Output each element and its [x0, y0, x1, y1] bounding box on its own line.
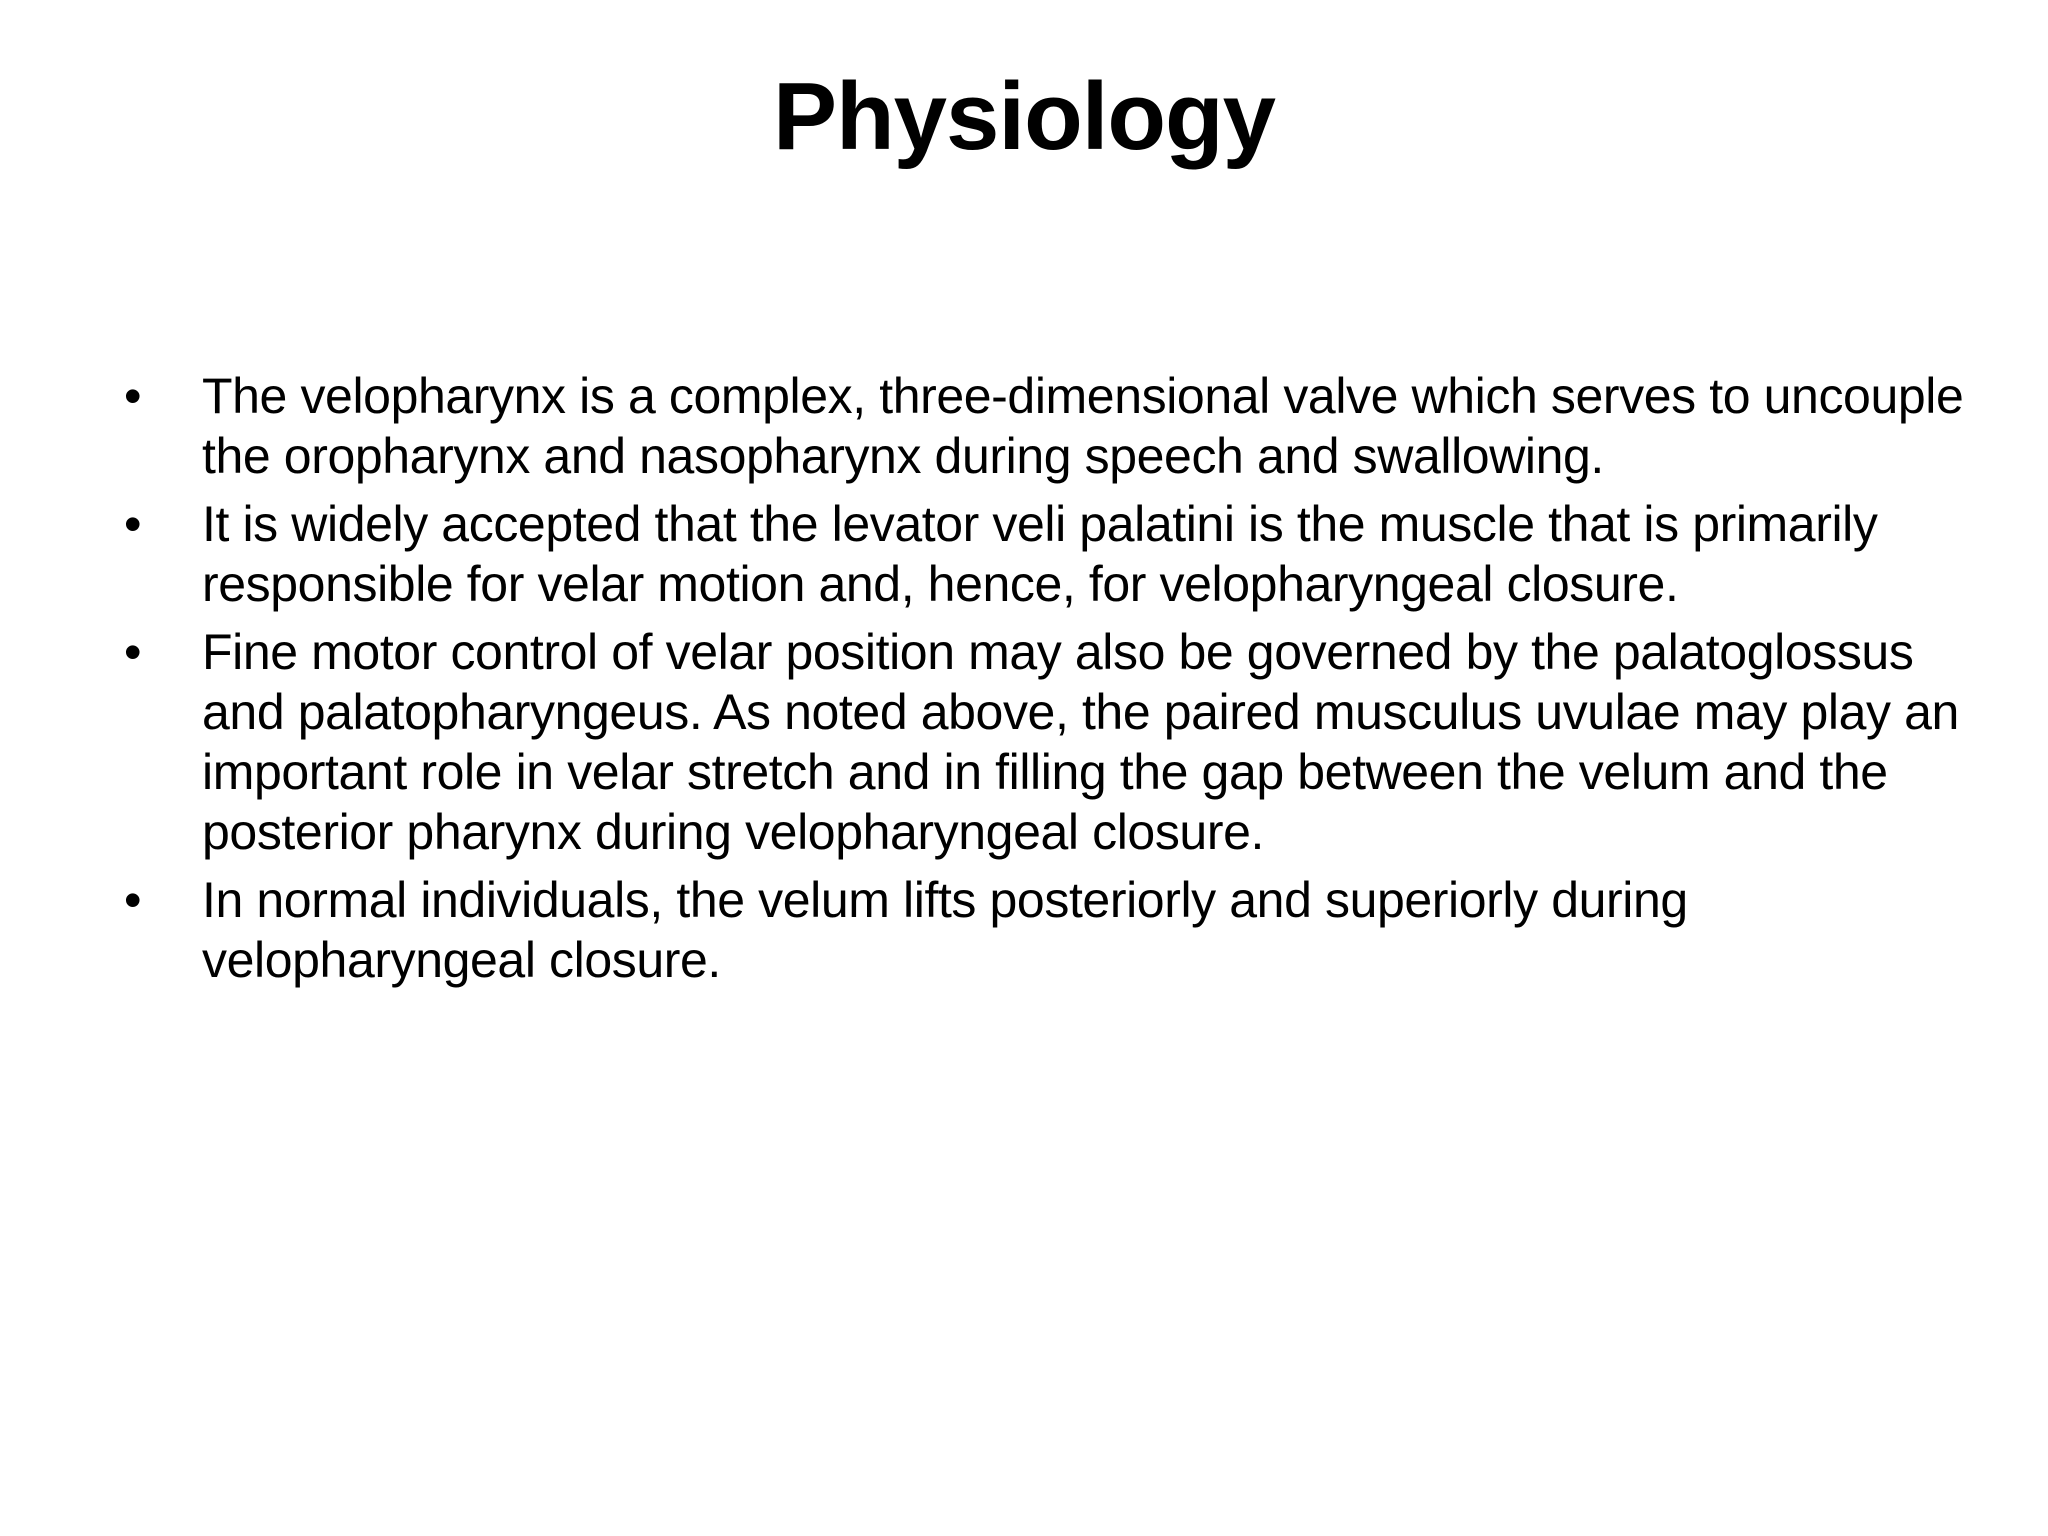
- bullet-icon: •: [124, 872, 142, 928]
- bullet-icon: •: [124, 496, 142, 552]
- slide-title: Physiology: [772, 63, 1276, 170]
- bullet-icon: •: [124, 368, 142, 424]
- bullet-item-3: [124, 622, 1964, 862]
- bullet-text-2: It is widely accepted that the levator veli palatini is the muscle that is primarily responsible for velar motion and, hence, for velopharyngeal closure.: [202, 496, 1878, 612]
- bullet-item-4: [124, 870, 1964, 990]
- bullet-list: [124, 366, 1964, 998]
- bullet-text-1: The velopharynx is a complex, three-dimensional valve which serves to uncouple the oropharynx and nasopharynx during speech and swallowing.: [202, 368, 1964, 484]
- bullet-text-4: In normal individuals, the velum lifts posteriorly and superiorly during velopharyngeal closure.: [202, 872, 1688, 988]
- bullet-icon: •: [124, 624, 142, 680]
- bullet-text-3: Fine motor control of velar position may also be governed by the palatoglossus and palatopharyngeus. As noted above, the paired musculus uvulae may play an important role in velar stretch and in filling the gap between the velum and the posterior pharynx during velopharyngeal closure.: [202, 624, 1959, 860]
- bullet-item-2: [124, 494, 1964, 614]
- bullet-item-1: [124, 366, 1964, 486]
